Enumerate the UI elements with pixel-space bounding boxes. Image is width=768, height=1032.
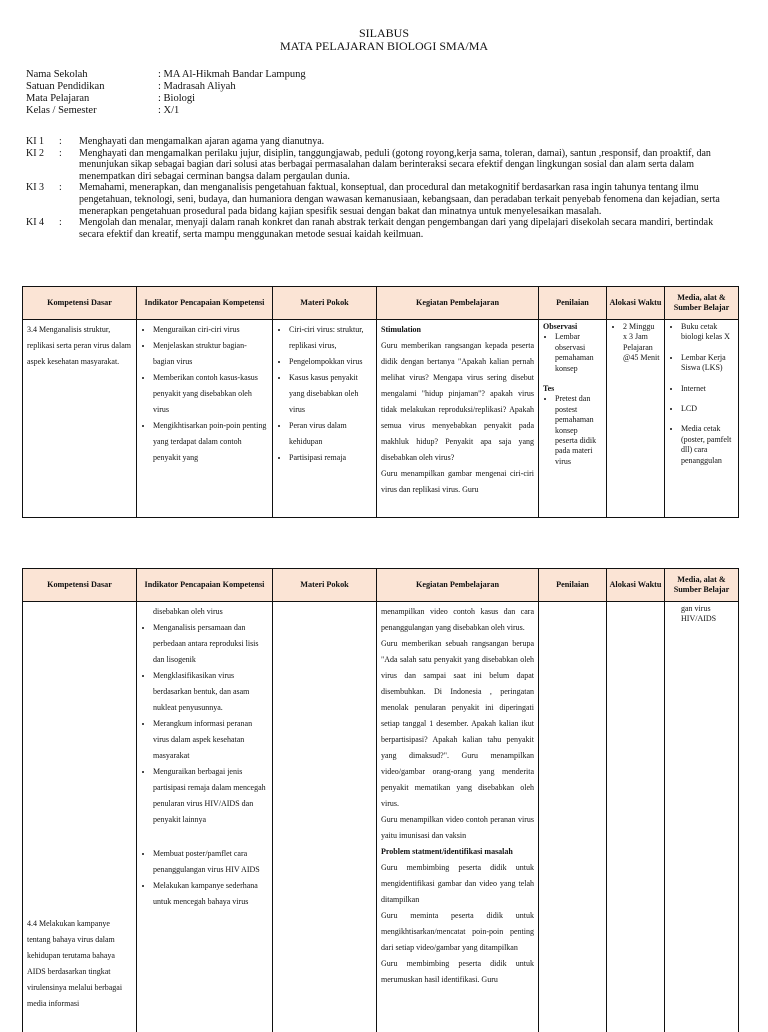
- ki-code: KI 4: [26, 217, 45, 229]
- col-header-indikator: Indikator Pencapaian Kompetensi: [137, 287, 273, 320]
- ki-text: Menghayati dan mengamalkan perilaku jujur, disiplin, tanggungjawab, peduli (gotong royong,kerja sama, toleran, damai), santun ,responsif, dan proaktif, dan menunjukan sikap sebagai bagian dari solusi atas berbagai permasalahan dalam berinteraksi secara efektif dengan lingkungan sosial dan alam serta dalam menempatkan diri sebagai cerminan bangsa dalam pergaulan dunia.: [79, 147, 711, 182]
- kegiatan-heading: Problem statment/identifikasi masalah: [381, 847, 513, 856]
- info-row: [26, 105, 306, 117]
- materi-cell: [273, 602, 377, 1032]
- list-item: • Mengikhtisarkan poin-poin penting yang terdapat dalam contoh penyakit yang: [153, 418, 268, 466]
- materi-cell: [273, 320, 377, 518]
- school-info: [26, 69, 306, 117]
- media-continuation: gan virus HIV/AIDS: [681, 604, 717, 624]
- indikator-list: [141, 322, 268, 466]
- table-row: [23, 320, 739, 518]
- kegiatan-paragraph: Guru memberikan rangsangan kepada peserta didik dengan bertanya "Apakah kalian pernah melihat virus? Mengapa virus sering disebut mengalami "hidup pinjaman"? apakah virus tidak melakukan reproduksi/replikasi? Apakah semua virus menyebabkan penyakit pada makhluk hidup? Penyakit apa saja yang disebabkan oleh virus?: [381, 341, 534, 462]
- indikator-cell: [137, 602, 273, 1032]
- list-item: • Menjelaskan struktur bagian-bagian virus: [153, 338, 268, 370]
- media-cell: [665, 602, 739, 1032]
- kd-text: 3.4 Menganalisis struktur, replikasi serta peran virus dalam aspek kesehatan masyarakat.: [27, 325, 131, 366]
- kegiatan-cell: [377, 602, 539, 1032]
- list-item: • Buku cetak biologi kelas X: [681, 322, 734, 343]
- list-item: • Media cetak (poster, pamfelt dll) cara penanggulan: [681, 424, 734, 466]
- ki-text: Menghayati dan mengamalkan ajaran agama yang dianutnya.: [79, 136, 325, 147]
- list-item: • Peran virus dalam kehidupan: [289, 418, 372, 450]
- kompetensi-inti-list: [26, 136, 738, 240]
- media-list: [669, 322, 734, 466]
- info-label: Kelas / Semester: [26, 105, 97, 116]
- ki-row: [26, 136, 738, 148]
- info-row: [26, 93, 306, 105]
- ki-row: [26, 148, 738, 183]
- list-item: • Mengklasifikasikan virus berdasarkan bentuk, dan asam nukleat penyusunnya.: [153, 668, 268, 716]
- penilaian-cell: [539, 602, 607, 1032]
- indikator-continuation: disebabkan oleh virus: [153, 607, 223, 616]
- list-item: • Menganalisis persamaan dan perbedaan antara reproduksi lisis dan lisogenik: [153, 620, 268, 668]
- ki-code: KI 3: [26, 182, 45, 194]
- ki-row: [26, 182, 738, 217]
- ki-text: Memahami, menerapkan, dan menganalisis pengetahuan faktual, konseptual, dan procedural dan metakognitif berdasarkan rasa ingin tahunya tentang ilmu pengetahuan, teknologi, seni, budaya, dan humaniora dengan wawasan kemanusiaan, kebangsaan, dan peradaban terkait penyebab fenomena dan kejadian, serta menerapkan pengetahuan prosedural pada bidang kajian spesifik sesuai dengan bakat dan minatnya untuk menyelesaikan masalah.: [79, 182, 720, 217]
- col-header-media: Media, alat & Sumber Belajar: [665, 569, 739, 602]
- info-value: : Madrasah Aliyah: [158, 81, 236, 92]
- penilaian-cell: [539, 320, 607, 518]
- col-header-kegiatan: Kegiatan Pembelajaran: [377, 287, 539, 320]
- document-title: SILABUS: [358, 26, 409, 40]
- ki-row: [26, 217, 738, 240]
- list-item: • LCD: [681, 404, 734, 414]
- ki-colon: :: [59, 217, 62, 229]
- table-header-row: [23, 569, 739, 602]
- ki-colon: :: [59, 147, 62, 159]
- syllabus-table-1: [22, 286, 739, 518]
- info-value: : Biologi: [158, 93, 196, 104]
- list-item: • Menguraikan ciri-ciri virus: [153, 322, 268, 338]
- list-item: • Ciri-ciri virus: struktur, replikasi virus,: [289, 322, 372, 354]
- list-item: • Pengelompokkan virus: [289, 354, 372, 370]
- ki-code: KI 1: [26, 136, 45, 147]
- kd-cell: [23, 320, 137, 518]
- ki-text: Mengolah dan menalar, menyaji dalam ranah konkret dan ranah abstrak terkait dengan pengembangan dari yang dipelajari disekolah secara mandiri, bertindak secara efektif dan kreatif, serta mampu menggunakan metode sesuai kaidah keilmuan.: [79, 217, 714, 240]
- col-header-alokasi: Alokasi Waktu: [607, 287, 665, 320]
- list-item: • Pretest dan postest pemahaman konsep peserta didik pada materi virus: [555, 394, 602, 467]
- kd-text: 4.4 Melakukan kampanye tentang bahaya virus dalam kehidupan terutama bahaya AIDS berdasarkan tingkat virulensinya melalui berbagai media informasi: [27, 919, 123, 1008]
- list-item: • Partisipasi remaja: [289, 450, 372, 466]
- list-item: • Kasus kasus penyakit yang disebabkan oleh virus: [289, 370, 372, 418]
- info-row: [26, 81, 306, 93]
- document-subtitle: MATA PELAJARAN BIOLOGI SMA/MA: [279, 39, 489, 53]
- alokasi-list: [611, 322, 660, 364]
- kegiatan-paragraph: Guru memberikan sebuah rangsangan berupa "Ada salah satu penyakit yang disebabkan oleh virus dan sampai saat ini belum dapat disembuhkan. Di Indonesia , peringatan menolak penularan penyakit ini diperingati setiap tanggal 1 desember. Apakah kalian ikut berpartisipasi? Apakah kalian tahu penyakit yang dimaksud?". Guru menampilkan video/gambar orang-orang yang menderita penyakit mematikan yang disebabkan oleh virus.: [381, 639, 534, 808]
- col-header-materi: Materi Pokok: [273, 287, 377, 320]
- col-header-penilaian: Penilaian: [539, 287, 607, 320]
- indikator-list-2: [141, 846, 268, 910]
- list-item: • 2 Minggu x 3 Jam Pelajaran @45 Menit: [623, 322, 660, 364]
- penilaian-list: [543, 332, 602, 374]
- indikator-list: [141, 620, 268, 828]
- list-item: • Memberikan contoh kasus-kasus penyakit yang disebabkan oleh virus: [153, 370, 268, 418]
- kegiatan-heading: Stimulation: [381, 325, 422, 334]
- col-header-media: Media, alat & Sumber Belajar: [665, 287, 739, 320]
- info-label: Satuan Pendidikan: [26, 81, 105, 92]
- info-label: Nama Sekolah: [26, 69, 88, 80]
- table-header-row: [23, 287, 739, 320]
- penilaian-heading: Tes: [543, 384, 555, 394]
- alokasi-cell: [607, 602, 665, 1032]
- kegiatan-paragraph: Guru meminta peserta didik untuk mengikhtisarkan/mencatat poin-poin penting dari setiap video/gambar yang ditampilkan: [381, 911, 534, 952]
- kd-cell: [23, 602, 137, 1032]
- alokasi-cell: [607, 320, 665, 518]
- document-header: [0, 27, 768, 53]
- syllabus-table-2: [22, 568, 739, 1032]
- info-value: : MA Al-Hikmah Bandar Lampung: [158, 69, 306, 80]
- media-cell: [665, 320, 739, 518]
- list-item: • Lembar observasi pemahaman konsep: [555, 332, 602, 374]
- ki-code: KI 2: [26, 147, 45, 159]
- kegiatan-paragraph: Guru membimbing peserta didik untuk merumuskan hasil identifikasi. Guru: [381, 959, 534, 984]
- list-item: • Merangkum informasi peranan virus dalam aspek kesehatan masyarakat: [153, 716, 268, 764]
- table-row: [23, 602, 739, 1032]
- kegiatan-cell: [377, 320, 539, 518]
- info-label: Mata Pelajaran: [26, 93, 90, 104]
- ki-colon: :: [59, 182, 62, 194]
- kegiatan-paragraph: Guru menampilkan gambar mengenai ciri-ciri virus dan replikasi virus. Guru: [381, 469, 534, 494]
- kegiatan-paragraph: Guru menampilkan video contoh peranan virus yaitu imunisasi dan vaksin: [381, 815, 534, 840]
- list-item: • Menguraikan berbagai jenis partisipasi remaja dalam mencegah penularan virus HIV/AIDS dan penyakit lainnya: [153, 764, 268, 828]
- penilaian-heading: Observasi: [543, 322, 578, 331]
- info-value: : X/1: [158, 105, 180, 116]
- penilaian-list: [543, 394, 602, 467]
- col-header-materi: Materi Pokok: [273, 569, 377, 602]
- col-header-alokasi: Alokasi Waktu: [607, 569, 665, 602]
- col-header-kompetensi-dasar: Kompetensi Dasar: [23, 287, 137, 320]
- col-header-kegiatan: Kegiatan Pembelajaran: [377, 569, 539, 602]
- indikator-cell: [137, 320, 273, 518]
- list-item: • Lembar Kerja Siswa (LKS): [681, 353, 734, 374]
- kegiatan-paragraph: Guru membimbing peserta didik untuk mengidentifikasi gambar dan video yang telah ditampilkan: [381, 863, 534, 904]
- col-header-kompetensi-dasar: Kompetensi Dasar: [23, 569, 137, 602]
- kegiatan-paragraph: menampilkan video contoh kasus dan cara penanggulangan yang disebabkan oleh virus.: [381, 607, 534, 632]
- col-header-indikator: Indikator Pencapaian Kompetensi: [137, 569, 273, 602]
- col-header-penilaian: Penilaian: [539, 569, 607, 602]
- ki-colon: :: [59, 136, 62, 147]
- info-row: [26, 69, 306, 81]
- list-item: • Membuat poster/pamflet cara penanggulangan virus HIV AIDS: [153, 846, 268, 878]
- materi-list: [277, 322, 372, 466]
- list-item: • Internet: [681, 384, 734, 394]
- list-item: • Melakukan kampanye sederhana untuk mencegah bahaya virus: [153, 878, 268, 910]
